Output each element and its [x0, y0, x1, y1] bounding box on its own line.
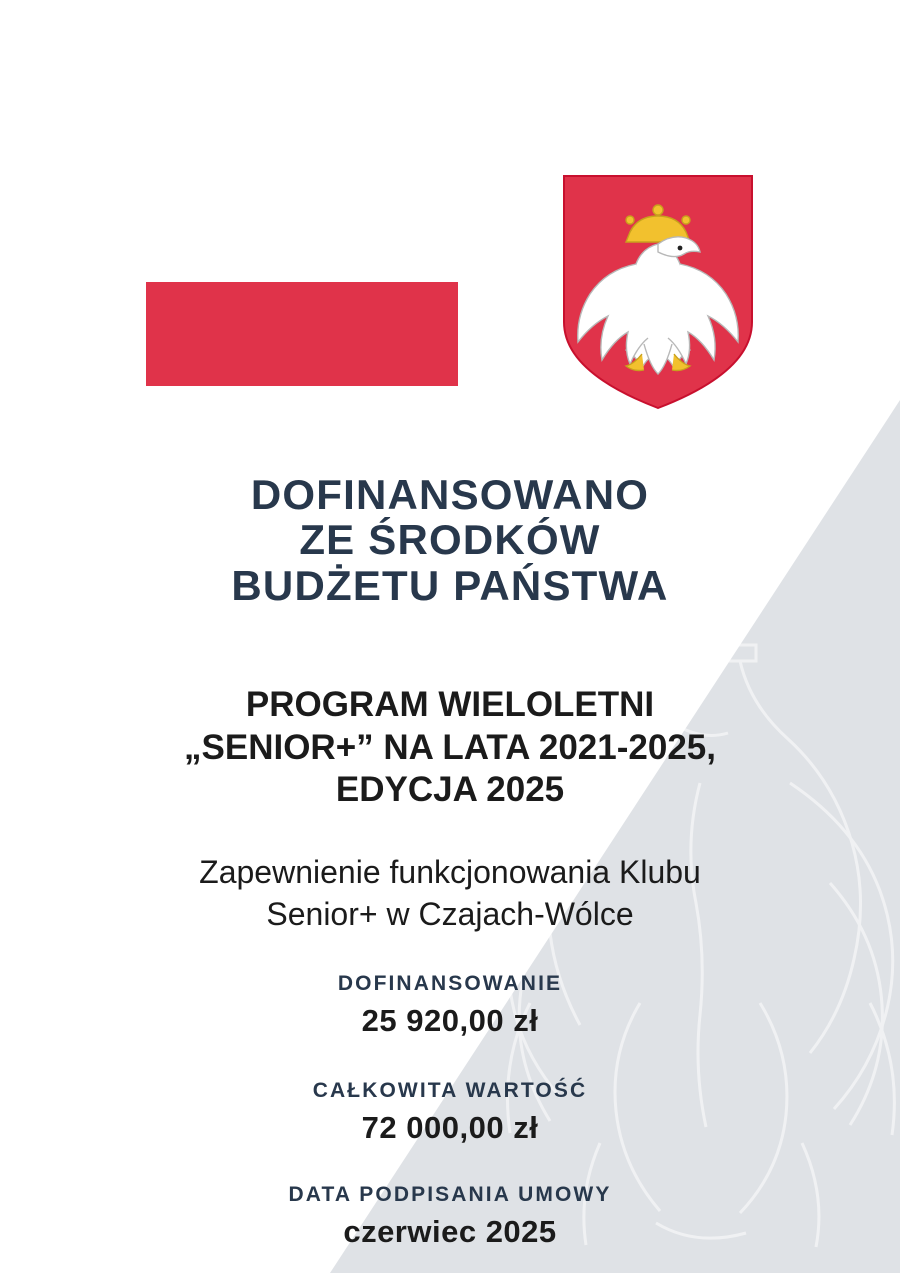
polish-flag-bar — [146, 282, 458, 386]
polish-coat-of-arms — [560, 172, 756, 412]
figure-signing-date-label: DATA PODPISANIA UMOWY — [288, 1183, 612, 1206]
subtitle-line-2: Senior+ w Czajach-Wólce — [266, 895, 634, 932]
figure-total-value — [0, 1079, 900, 1146]
program-line-2: „SENIOR+” NA LATA 2021-2025, — [184, 727, 716, 767]
figure-signing-date — [0, 1183, 900, 1250]
headline-line-3: BUDŻETU PAŃSTWA — [231, 561, 669, 609]
program-title — [0, 684, 900, 812]
figure-total-value-label: CAŁKOWITA WARTOŚĆ — [312, 1079, 588, 1102]
emblem-row — [0, 172, 900, 412]
program-line-1: PROGRAM WIELOLETNI — [245, 685, 655, 724]
headline — [0, 472, 900, 608]
figure-funding — [0, 972, 900, 1039]
figure-total-value-value: 72 000,00 zł — [361, 1110, 539, 1145]
headline-line-1: DOFINANSOWANO — [250, 471, 650, 518]
figure-signing-date-value: czerwiec 2025 — [343, 1214, 557, 1249]
figure-funding-value: 25 920,00 zł — [361, 1003, 539, 1038]
figure-funding-label: DOFINANSOWANIE — [337, 972, 563, 995]
subtitle-line-1: Zapewnienie funkcjonowania Klubu — [199, 854, 701, 890]
project-subtitle — [0, 852, 900, 935]
program-line-3: EDYCJA 2025 — [335, 770, 565, 810]
headline-line-2: ZE ŚRODKÓW — [299, 516, 601, 564]
